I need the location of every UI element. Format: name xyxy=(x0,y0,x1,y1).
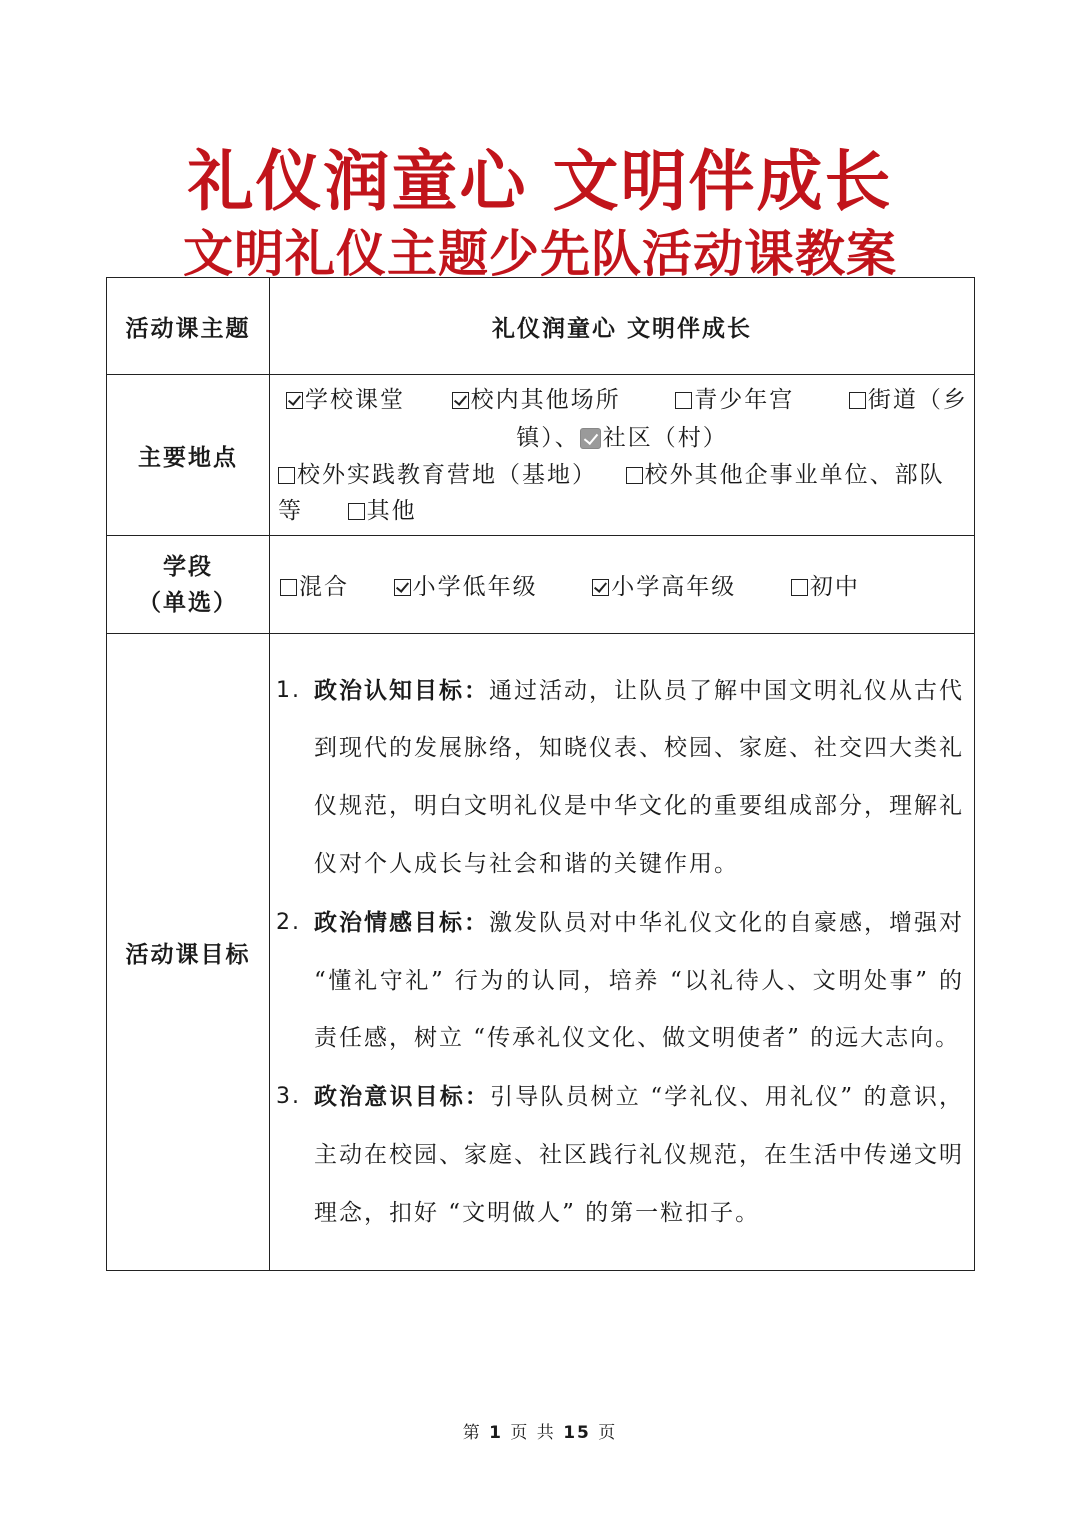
location-label: 主要地点 xyxy=(107,375,270,536)
goals-content xyxy=(270,634,975,1271)
checkbox-checked-icon[interactable] xyxy=(286,392,303,409)
stage-label xyxy=(107,536,270,634)
document-title: 礼仪润童心 文明伴成长 xyxy=(187,143,893,220)
table-row-theme xyxy=(107,278,975,375)
location-option-continued: 镇）、 xyxy=(516,425,580,451)
location-option: 其他 xyxy=(366,498,417,524)
location-option: 校内其他场所 xyxy=(470,387,621,413)
checkbox-icon[interactable] xyxy=(675,392,692,409)
checkbox-checked-icon[interactable] xyxy=(580,428,601,449)
footer-suffix: 页 xyxy=(598,1423,618,1443)
goal-text: 通过活动，让队员了解中国文明礼仪从古代到现代的发展脉络，知晓仪表、校园、家庭、社交四大类礼仪规范，明白文明礼仪是中华文化的重要组成部分，理解礼仪对个人成长与社会和谐的关键作用。 xyxy=(314,677,964,877)
goal-text: 引导队员树立 “学礼仪、用礼仪” 的意识，主动在校园、家庭、社区践行礼仪规范，在生活中传递文明理念，扣好 “文明做人” 的第一粒扣子。 xyxy=(314,1084,965,1226)
location-option: 校外实践教育营地（基地） xyxy=(297,462,597,488)
location-options xyxy=(270,375,975,536)
checkbox-icon[interactable] xyxy=(849,392,866,409)
checkbox-checked-icon[interactable] xyxy=(394,579,411,596)
stage-label-line1: 学段 xyxy=(163,552,213,580)
document-subtitle: 文明礼仪主题少先队活动课教案 xyxy=(183,225,897,283)
stage-label-line2: （单选） xyxy=(138,588,238,616)
goal-number: 3. xyxy=(276,1084,301,1110)
checkbox-icon[interactable] xyxy=(791,579,808,596)
location-option: 校外其他企事业单位、部队 xyxy=(644,462,945,488)
footer-middle: 页 共 xyxy=(510,1423,556,1443)
goal-item xyxy=(276,662,964,894)
checkbox-icon[interactable] xyxy=(278,467,295,484)
footer-page-number: 1 xyxy=(489,1423,503,1443)
stage-option: 小学低年级 xyxy=(412,574,538,600)
stage-options xyxy=(270,536,975,634)
table-row-goals xyxy=(107,634,975,1271)
lesson-plan-table xyxy=(106,277,975,1271)
goal-item xyxy=(276,894,964,1068)
goal-title: 政治意识目标： xyxy=(314,1083,491,1111)
goal-number: 2. xyxy=(276,909,301,935)
checkbox-icon[interactable] xyxy=(348,503,365,520)
location-option: 学校课堂 xyxy=(305,387,405,413)
checkbox-icon[interactable] xyxy=(280,579,297,596)
stage-option: 混合 xyxy=(299,574,349,600)
location-option: 社区（村） xyxy=(602,425,728,451)
footer-prefix: 第 xyxy=(462,1423,482,1443)
goal-text: 激发队员对中华礼仪文化的自豪感，增强对 “懂礼守礼” 行为的认同，培养 “以礼待人、文明处事” 的责任感，树立 “传承礼仪文化、做文明使者” 的远大志向。 xyxy=(314,909,964,1052)
location-option: 青少年宫 xyxy=(694,387,795,413)
goal-title: 政治情感目标： xyxy=(314,908,489,936)
location-option: 街道（乡 xyxy=(867,387,968,413)
footer-total-pages: 15 xyxy=(563,1423,591,1443)
checkbox-checked-icon[interactable] xyxy=(592,579,609,596)
goal-item xyxy=(276,1068,964,1242)
stage-option: 小学高年级 xyxy=(611,574,737,600)
goals-label: 活动课目标 xyxy=(107,634,270,1271)
table-row-location xyxy=(107,375,975,536)
stage-option: 初中 xyxy=(809,574,860,600)
theme-label: 活动课主题 xyxy=(107,278,270,375)
location-option-continued: 等 xyxy=(278,498,303,524)
goal-title: 政治认知目标： xyxy=(314,676,489,704)
goal-number: 1. xyxy=(276,677,301,703)
page-footer xyxy=(0,1418,1080,1443)
theme-value: 礼仪润童心 文明伴成长 xyxy=(270,278,975,375)
checkbox-checked-icon[interactable] xyxy=(452,392,469,409)
checkbox-icon[interactable] xyxy=(626,467,643,484)
table-row-stage xyxy=(107,536,975,634)
